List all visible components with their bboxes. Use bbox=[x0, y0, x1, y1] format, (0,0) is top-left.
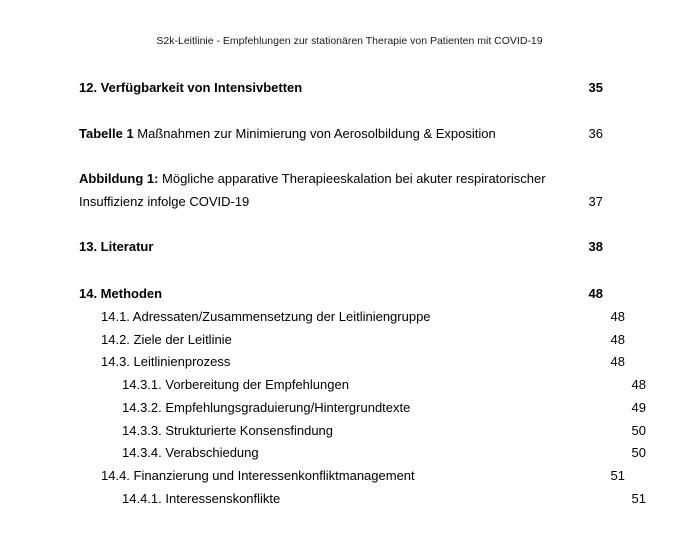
toc-entry-14-3-4[interactable] bbox=[79, 444, 646, 461]
toc-entry-14-1[interactable] bbox=[79, 308, 625, 325]
toc-entry-14-3-2[interactable] bbox=[79, 399, 646, 416]
toc-entry-title: 14.3.4. Verabschiedung bbox=[122, 445, 259, 460]
toc-entry-page: 48 bbox=[610, 354, 625, 369]
toc-entry-table-1[interactable] bbox=[79, 125, 603, 142]
toc-entry-title: 12. Verfügbarkeit von Intensivbetten bbox=[79, 80, 303, 95]
toc-entry-title bbox=[79, 125, 496, 142]
toc-entry-label: Tabelle 1 bbox=[79, 126, 134, 141]
toc-entry-page: 49 bbox=[631, 400, 646, 415]
toc-entry-chapter-12[interactable] bbox=[79, 79, 603, 96]
toc-entry-title-text: Maßnahmen zur Minimierung von Aerosolbildung & Exposition bbox=[133, 126, 496, 141]
toc-entry-title: 14.3.1. Vorbereitung der Empfehlungen bbox=[122, 377, 349, 392]
toc-entry-chapter-14[interactable] bbox=[79, 285, 603, 302]
toc-entry-14-2[interactable] bbox=[79, 331, 625, 348]
toc-entry-14-3[interactable] bbox=[79, 353, 625, 370]
toc-entry-chapter-13[interactable] bbox=[79, 238, 603, 255]
toc-entry-page: 38 bbox=[588, 239, 603, 254]
toc-entry-page: 48 bbox=[631, 377, 646, 392]
toc-entry-14-4[interactable] bbox=[79, 467, 625, 484]
toc-entry-title-text: Mögliche apparative Therapieeskalation bei akuter respiratorischer bbox=[158, 171, 546, 186]
toc-entry-title: 13. Literatur bbox=[79, 239, 154, 254]
toc-entry-page: 48 bbox=[610, 309, 625, 324]
toc-entry-title: 14.4. Finanzierung und Interessenkonfliktmanagement bbox=[101, 468, 415, 483]
toc-entry-title: 14.4.1. Interessenskonflikte bbox=[122, 491, 281, 506]
toc-entry-title: 14.2. Ziele der Leitlinie bbox=[101, 332, 232, 347]
toc-entry-title: 14.1. Adressaten/Zusammensetzung der Leitliniengruppe bbox=[101, 309, 431, 324]
toc-entry-page: 50 bbox=[631, 445, 646, 460]
toc-entry-page: 51 bbox=[631, 491, 646, 506]
toc-entry-14-3-1[interactable] bbox=[79, 376, 646, 393]
toc-entry-figure-1-line2[interactable] bbox=[79, 193, 603, 210]
toc-entry-14-4-1[interactable] bbox=[79, 490, 646, 507]
toc-entry-page: 48 bbox=[588, 286, 603, 301]
toc-entry-page: 51 bbox=[610, 468, 625, 483]
toc-entry-title bbox=[79, 170, 546, 187]
toc-entry-title-continued: Insuffizienz infolge COVID-19 bbox=[79, 194, 250, 209]
toc-entry-page: 50 bbox=[631, 423, 646, 438]
toc-entry-figure-1-line1[interactable] bbox=[79, 170, 603, 187]
toc-entry-title: 14.3. Leitlinienprozess bbox=[101, 354, 231, 369]
toc-entry-title: 14.3.2. Empfehlungsgraduierung/Hintergrundtexte bbox=[122, 400, 411, 415]
running-header: S2k-Leitlinie - Empfehlungen zur stationären Therapie von Patienten mit COVID-19 bbox=[156, 35, 543, 47]
toc-entry-title: 14.3.3. Strukturierte Konsensfindung bbox=[122, 423, 334, 438]
toc-entry-page: 35 bbox=[588, 80, 603, 95]
toc-entry-page: 36 bbox=[588, 126, 603, 141]
toc-entry-page: 48 bbox=[610, 332, 625, 347]
toc-entry-14-3-3[interactable] bbox=[79, 422, 646, 439]
toc-entry-page: 37 bbox=[588, 194, 603, 209]
toc-entry-title: 14. Methoden bbox=[79, 286, 163, 301]
toc-entry-label: Abbildung 1: bbox=[79, 171, 159, 186]
